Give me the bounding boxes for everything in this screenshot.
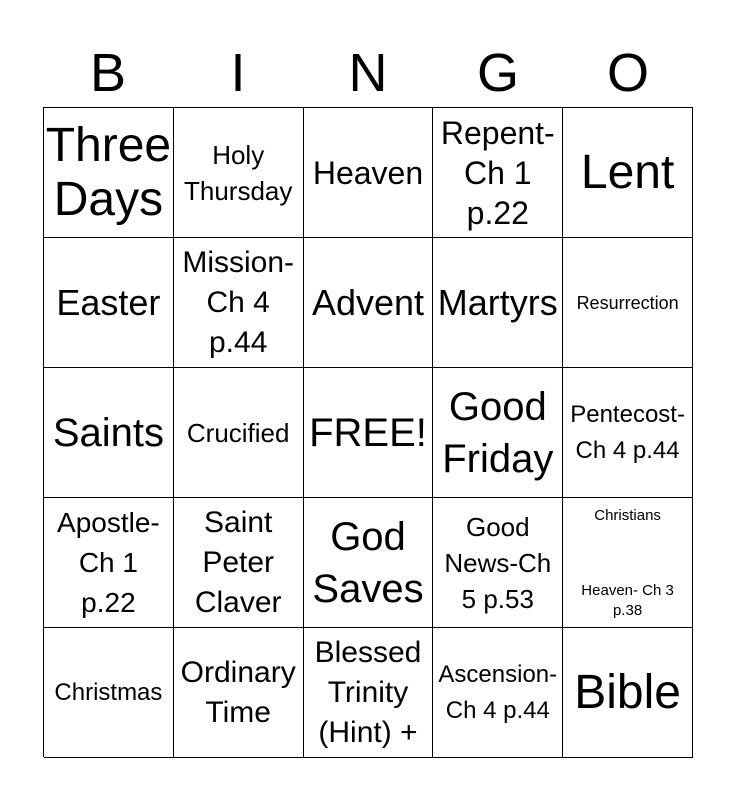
bingo-cell[interactable] [304,238,434,368]
bingo-cell-text: Three Days [45,118,172,226]
bingo-row [44,628,693,758]
bingo-cell[interactable] [433,238,563,368]
bingo-cell-text: Christmas [54,678,163,706]
bingo-header [43,40,693,106]
bingo-row [44,238,693,368]
bingo-cell[interactable] [563,368,693,498]
bingo-cell-text: Bible [574,665,681,719]
bingo-row [44,108,693,238]
bingo-row [44,368,693,498]
bingo-cell-text: FREE! [309,410,427,455]
bingo-cell[interactable] [44,628,174,758]
bingo-cell-text: Blessed Trinity (Hint) + [314,635,422,749]
header-letter-n: N [348,43,388,103]
bingo-cell-text: Pentecost- Ch 4 p.44 [570,400,685,464]
header-letter-g: G [476,43,519,103]
bingo-board [43,107,693,757]
bingo-cell[interactable] [433,628,563,758]
bingo-cell[interactable] [174,628,304,758]
bingo-cell[interactable] [563,238,693,368]
bingo-cell[interactable] [44,238,174,368]
bingo-cell-text: Saints [52,410,164,455]
bingo-cell[interactable] [563,628,693,758]
header-letter-o: O [606,43,649,103]
bingo-cell[interactable] [563,498,693,628]
bingo-cell-text: Ascension- Ch 4 p.44 [438,660,558,724]
bingo-cell-text: Good News-Ch 5 p.53 [444,511,552,614]
bingo-cell-text: Holy Thursday [184,139,293,206]
bingo-cell-text: Easter [56,281,161,323]
bingo-cell-text: Martyrs [437,281,558,323]
bingo-cell-text: God Saves [312,514,424,611]
bingo-cell[interactable] [174,238,304,368]
bingo-cell-text: Mission- Ch 4 p.44 [182,245,295,359]
bingo-cell[interactable] [304,628,434,758]
bingo-cell-text: Lent [580,145,675,199]
bingo-cell-text: Repent- Ch 1 p.22 [440,114,555,231]
bingo-cell[interactable] [44,498,174,628]
bingo-cell[interactable] [44,368,174,498]
bingo-cell[interactable] [433,498,563,628]
bingo-row [44,498,693,628]
header-letter-i: I [230,43,246,103]
header-letter-b: B [89,43,127,103]
bingo-cell[interactable] [44,108,174,238]
bingo-cell[interactable] [174,108,304,238]
bingo-cell[interactable] [304,108,434,238]
bingo-cell-text: Advent [311,281,425,323]
bingo-cell[interactable] [174,368,304,498]
bingo-cell-text: Saint Peter Claver [194,505,282,619]
bingo-cell[interactable] [174,498,304,628]
bingo-cell-text: Good Friday [442,384,554,481]
bingo-cell-text-secondary: Heaven- Ch 3 p.38 [581,582,674,619]
bingo-cell[interactable] [304,498,434,628]
bingo-cell-text: Resurrection [576,292,679,313]
bingo-cell[interactable] [304,368,434,498]
bingo-cell[interactable] [433,368,563,498]
bingo-cell-text: Ordinary Time [180,655,296,729]
bingo-cell-text: Heaven [312,154,424,191]
bingo-cell-text: Christians [594,507,661,524]
bingo-cell[interactable] [563,108,693,238]
bingo-cell-text: Apostle- Ch 1 p.22 [57,506,160,618]
bingo-cell[interactable] [433,108,563,238]
bingo-cell-text: Crucified [186,417,290,448]
